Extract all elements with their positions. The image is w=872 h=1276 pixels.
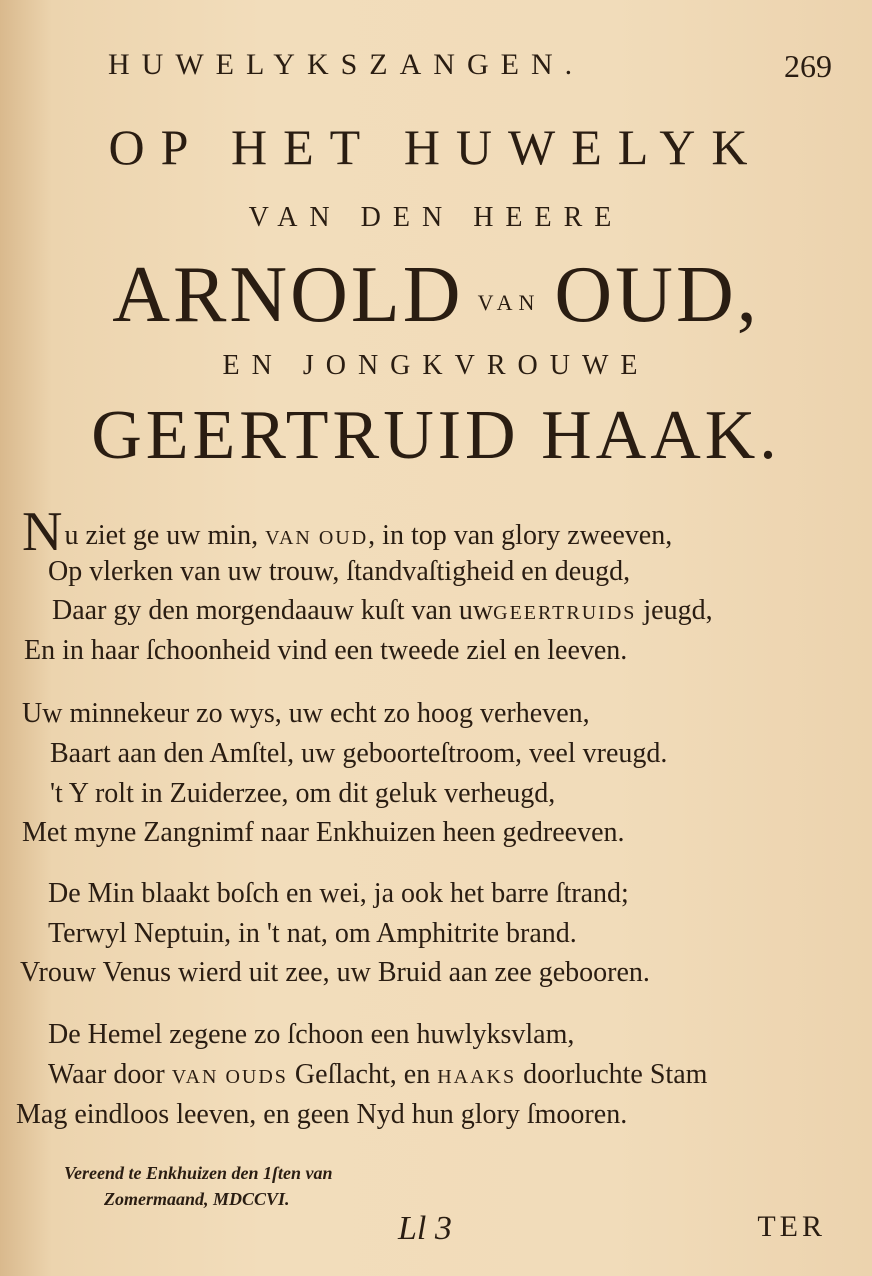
poem-line: Nu ziet ge uw min, VAN OUD, in top van glory zweeven, [22, 501, 673, 563]
page-number: 269 [784, 48, 832, 84]
poem-line: En in haar ſchoonheid vind een tweede ziel en leeven. [24, 635, 628, 666]
poem-line: Op vlerken van uw trouw, ſtandvaſtigheid en deugd, [48, 556, 631, 587]
poem-line: Waar door VAN OUDS Geſlacht, en HAAKS doorluchte Stam [48, 1059, 708, 1090]
poem-line: Baart aan den Amſtel, uw geboorteſtroom, veel vreugd. [50, 738, 668, 769]
poem-line: De Hemel zegene zo ſchoon een huwlyksvlam, [48, 1019, 575, 1050]
running-header [0, 44, 872, 84]
poem-line: Vrouw Venus wierd uit zee, uw Bruid aan zee gebooren. [20, 957, 650, 988]
colophon-line-1: Vereend te Enkhuizen den 1ſten van [64, 1163, 333, 1183]
signature-mark: Ll 3 [398, 1210, 452, 1247]
running-title: HUWELYKSZANGEN. [108, 48, 585, 81]
poem-line: 't Y rolt in Zuiderzee, om dit geluk verheugd, [50, 778, 556, 809]
poem-line: Met myne Zangnimf naar Enkhuizen heen gedreeven. [22, 817, 625, 848]
colophon-line-2: Zomermaand, MDCCVI. [104, 1189, 290, 1209]
small-caps-name: VAN OUDS [171, 1066, 288, 1088]
poem-line: Terwyl Neptuin, in 't nat, om Amphitrite brand. [48, 918, 577, 949]
title-line-2: VAN DEN HEERE [248, 202, 624, 233]
poem-line: Daar gy den morgendaauw kuſt van uwGEERTRUIDS jeugd, [52, 595, 713, 626]
groom-particle: VAN [477, 289, 541, 315]
poem-line: De Min blaakt boſch en wei, ja ook het barre ſtrand; [48, 878, 629, 909]
groom-last-name: OUD, [554, 251, 760, 339]
title-line-4: EN JONGKVROUWE [222, 350, 650, 381]
bride-name: GEERTRUID HAAK. [91, 397, 781, 474]
poem-line: Mag eindloos leeven, en geen Nyd hun glory ſmooren. [16, 1099, 628, 1130]
drop-cap: N [22, 501, 63, 563]
groom-name [0, 250, 872, 348]
small-caps-name: HAAKS [437, 1066, 517, 1088]
catchword: TER [757, 1210, 826, 1243]
groom-first-name: ARNOLD [112, 251, 464, 339]
small-caps-name: GEERTRUIDS [493, 602, 637, 624]
poem-line: Uw minnekeur zo wys, uw echt zo hoog verheven, [22, 698, 590, 729]
small-caps-name: VAN OUD [265, 527, 369, 549]
title-line-1: OP HET HUWELYK [108, 119, 764, 175]
